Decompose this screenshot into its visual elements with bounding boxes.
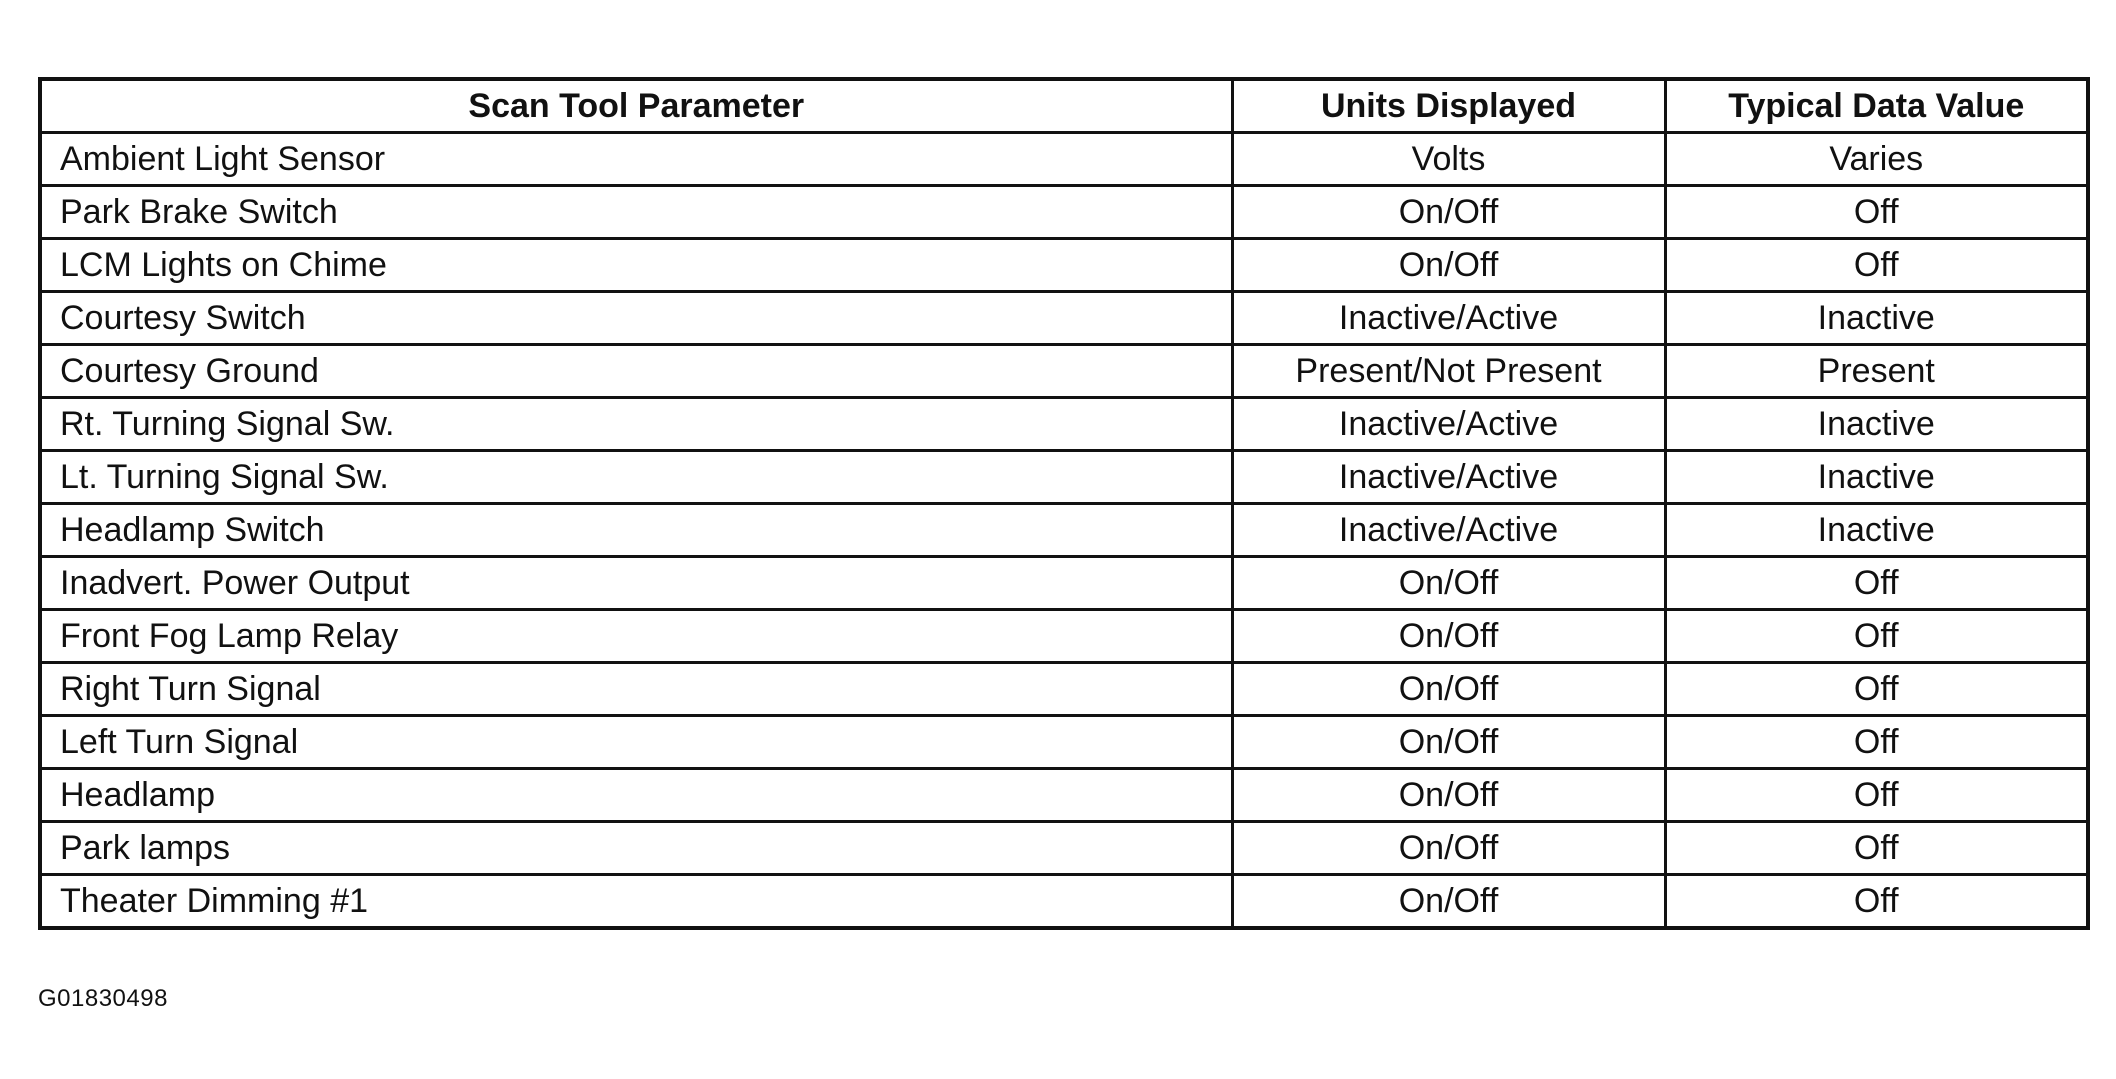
typical-value-cell: Varies [1665, 133, 2088, 186]
table-row [40, 292, 2088, 345]
parameter-cell: Lt. Turning Signal Sw. [40, 451, 1232, 504]
typical-value-cell: Inactive [1665, 398, 2088, 451]
typical-value-cell: Off [1665, 610, 2088, 663]
parameter-cell: Headlamp [40, 769, 1232, 822]
table-row [40, 716, 2088, 769]
typical-value-cell: Off [1665, 239, 2088, 292]
parameter-cell: Right Turn Signal [40, 663, 1232, 716]
units-cell: Inactive/Active [1232, 451, 1665, 504]
units-cell: On/Off [1232, 239, 1665, 292]
typical-value-cell: Off [1665, 186, 2088, 239]
parameter-cell: Headlamp Switch [40, 504, 1232, 557]
units-cell: Inactive/Active [1232, 504, 1665, 557]
table-row [40, 557, 2088, 610]
table-row [40, 239, 2088, 292]
parameter-cell: Courtesy Ground [40, 345, 1232, 398]
table-body [40, 133, 2088, 929]
parameter-cell: Courtesy Switch [40, 292, 1232, 345]
table-row [40, 186, 2088, 239]
units-cell: On/Off [1232, 769, 1665, 822]
units-cell: On/Off [1232, 663, 1665, 716]
parameter-cell: Park lamps [40, 822, 1232, 875]
parameter-cell: Theater Dimming #1 [40, 875, 1232, 929]
parameter-cell: Rt. Turning Signal Sw. [40, 398, 1232, 451]
table-row [40, 504, 2088, 557]
table-row [40, 769, 2088, 822]
typical-value-cell: Off [1665, 769, 2088, 822]
typical-value-cell: Off [1665, 716, 2088, 769]
table-row [40, 133, 2088, 186]
table-row [40, 875, 2088, 929]
typical-value-cell: Off [1665, 557, 2088, 610]
units-cell: On/Off [1232, 822, 1665, 875]
typical-value-cell: Off [1665, 822, 2088, 875]
units-cell: On/Off [1232, 557, 1665, 610]
typical-value-cell: Present [1665, 345, 2088, 398]
table-row [40, 451, 2088, 504]
units-cell: On/Off [1232, 610, 1665, 663]
parameter-cell: Inadvert. Power Output [40, 557, 1232, 610]
units-cell: Inactive/Active [1232, 292, 1665, 345]
table-header-row [40, 79, 2088, 133]
typical-value-cell: Off [1665, 663, 2088, 716]
typical-value-cell: Inactive [1665, 504, 2088, 557]
parameter-cell: Park Brake Switch [40, 186, 1232, 239]
header-scan-tool-parameter: Scan Tool Parameter [40, 79, 1232, 133]
table-row [40, 663, 2088, 716]
typical-value-cell: Inactive [1665, 451, 2088, 504]
units-cell: On/Off [1232, 716, 1665, 769]
typical-value-cell: Inactive [1665, 292, 2088, 345]
units-cell: On/Off [1232, 875, 1665, 929]
scan-tool-data-table [38, 77, 2090, 930]
header-typical-data-value: Typical Data Value [1665, 79, 2088, 133]
table-row [40, 610, 2088, 663]
units-cell: Inactive/Active [1232, 398, 1665, 451]
typical-value-cell: Off [1665, 875, 2088, 929]
table-row [40, 345, 2088, 398]
units-cell: Volts [1232, 133, 1665, 186]
figure-code: G01830498 [38, 985, 168, 1012]
header-units-displayed: Units Displayed [1232, 79, 1665, 133]
table-row [40, 398, 2088, 451]
parameter-cell: Ambient Light Sensor [40, 133, 1232, 186]
parameter-cell: LCM Lights on Chime [40, 239, 1232, 292]
units-cell: On/Off [1232, 186, 1665, 239]
units-cell: Present/Not Present [1232, 345, 1665, 398]
parameter-cell: Left Turn Signal [40, 716, 1232, 769]
table-row [40, 822, 2088, 875]
parameter-cell: Front Fog Lamp Relay [40, 610, 1232, 663]
